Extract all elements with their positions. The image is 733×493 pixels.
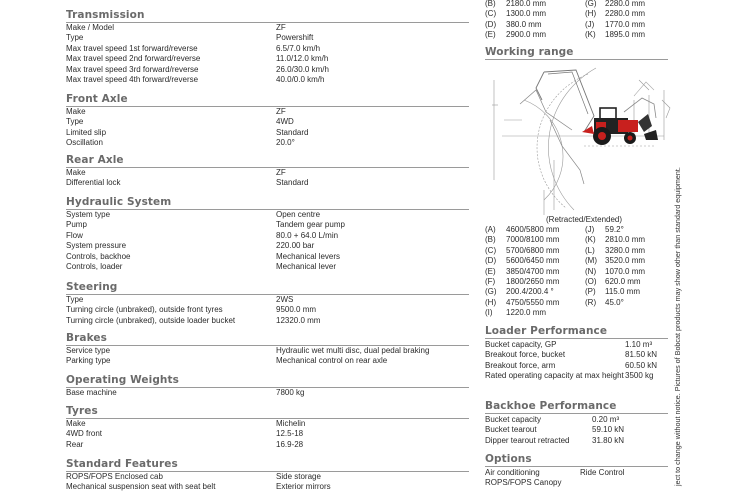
spec-value: 4WD: [276, 117, 294, 127]
spec-row: [66, 23, 469, 33]
dimension-key: (C): [485, 245, 497, 255]
spec-row: [66, 419, 469, 429]
dimension-value: 4600/5800 mm: [506, 225, 560, 234]
spec-label: ROPS/FOPS Enclosed cab: [66, 472, 163, 481]
dimension-value: 1300.0 mm: [506, 9, 547, 19]
options-rule: [485, 466, 668, 467]
dimension-value: 2180.0 mm: [506, 0, 547, 8]
dimension-value: 1070.0 mm: [605, 266, 646, 276]
dimension-value: 380.0 mm: [506, 19, 542, 29]
spec-row: [66, 252, 469, 262]
spec-label: Max travel speed 1st forward/reverse: [66, 43, 198, 53]
spec-label: Mechanical suspension seat with seat belt: [66, 482, 216, 492]
dimension-value: 45.0°: [605, 297, 624, 307]
spec-value: Exterior mirrors: [276, 482, 331, 492]
spec-row: [66, 356, 469, 366]
dimension-key: (R): [585, 297, 597, 307]
dimension-key: (B): [485, 235, 496, 245]
section-title: Transmission: [66, 9, 145, 21]
backhoe-label: Bucket tearout: [485, 425, 537, 435]
dimension-value: 200.4/200.4 °: [506, 287, 554, 297]
spec-value: 26.0/30.0 km/h: [276, 64, 329, 74]
spec-label: System type: [66, 210, 111, 219]
dimension-key: (E): [485, 266, 496, 276]
spec-label: Oscillation: [66, 138, 103, 148]
dimension-key: (G): [485, 287, 497, 297]
dimension-key: (J): [585, 19, 595, 29]
spec-row: [66, 210, 469, 220]
loader-value: 60.50 kN: [625, 360, 658, 370]
spec-label: Parking type: [66, 356, 111, 366]
section-title: Brakes: [66, 332, 107, 344]
loader-value: 1.10 m³: [625, 340, 653, 349]
spec-row: [66, 54, 469, 64]
dimension-value: 1770.0 mm: [605, 19, 646, 29]
spec-label: Make: [66, 419, 86, 428]
dimension-value: 7000/8100 mm: [506, 235, 560, 245]
dimension-key: (P): [585, 287, 596, 297]
backhoe-value: 0.20 m³: [592, 415, 620, 424]
loader-label: Rated operating capacity at max height: [485, 371, 624, 381]
spec-value: Open centre: [276, 210, 321, 219]
options-label: ROPS/FOPS Canopy: [485, 478, 562, 488]
spec-label: Rear: [66, 439, 84, 449]
backhoe-rule: [485, 413, 668, 414]
dimension-key: (M): [585, 256, 597, 266]
spec-row: [66, 388, 469, 398]
spec-value: ZF: [276, 168, 286, 177]
section-title: Operating Weights: [66, 374, 179, 386]
dimension-key: (K): [585, 235, 596, 245]
spec-label: Type: [66, 295, 84, 304]
spec-value: Mechanical levers: [276, 251, 341, 261]
dimension-key: (N): [585, 266, 597, 276]
spec-value: ZF: [276, 107, 286, 116]
working-range-title: Working range: [485, 46, 574, 58]
spec-row: [66, 75, 469, 85]
dimension-key: (E): [485, 30, 496, 40]
spec-value: 7800 kg: [276, 388, 305, 397]
backhoe-value: 59.10 kN: [592, 425, 625, 435]
spec-row: [66, 305, 469, 315]
backhoe-label: Bucket capacity: [485, 415, 542, 424]
spec-row: [66, 107, 469, 117]
dimension-key: (K): [585, 30, 596, 40]
spec-row: [66, 295, 469, 305]
dimension-value: 5600/6450 mm: [506, 256, 560, 266]
dimension-key: (A): [485, 225, 496, 234]
spec-row: [66, 128, 469, 138]
dimension-value: 2280.0 mm: [605, 9, 646, 19]
spec-row: [66, 346, 469, 356]
dimension-key: (I): [485, 308, 493, 318]
section-title: Standard Features: [66, 458, 178, 470]
dimension-key: (H): [485, 297, 497, 307]
spec-row: [66, 440, 469, 450]
dimension-value: 5700/6800 mm: [506, 245, 560, 255]
spec-row: [66, 231, 469, 241]
backhoe-title: Backhoe Performance: [485, 400, 617, 412]
spec-row: [66, 33, 469, 43]
backhoe-label: Dipper tearout retracted: [485, 435, 570, 445]
dimension-value: 620.0 mm: [605, 277, 641, 286]
spec-value: Michelin: [276, 419, 306, 428]
spec-label: Type: [66, 33, 84, 43]
working-range-caption: (Retracted/Extended): [546, 215, 623, 224]
dimension-value: 2280.0 mm: [605, 0, 646, 8]
section-title: Hydraulic System: [66, 196, 172, 208]
dimension-value: 1220.0 mm: [506, 308, 547, 318]
dimension-key: (G): [585, 0, 597, 8]
backhoe-value: 31.80 kN: [592, 435, 625, 445]
spec-label: Flow: [66, 230, 83, 240]
dimension-key: (C): [485, 9, 497, 19]
working-range-diagram: [484, 60, 674, 220]
spec-label: Service type: [66, 346, 111, 355]
dimension-key: (H): [585, 9, 597, 19]
spec-row: [66, 138, 469, 148]
loader-title: Loader Performance: [485, 325, 608, 337]
dimension-value: 115.0 mm: [605, 287, 640, 297]
spec-row: [66, 168, 469, 178]
dimension-value: 59.2°: [605, 225, 624, 234]
spec-label: Type: [66, 117, 84, 127]
spec-row: [66, 44, 469, 54]
spec-value: Standard: [276, 178, 309, 188]
spec-label: System pressure: [66, 241, 127, 251]
dimension-value: 3280.0 mm: [605, 245, 646, 255]
spec-label: Base machine: [66, 388, 117, 397]
dimension-value: 2810.0 mm: [605, 235, 646, 245]
spec-label: Limited slip: [66, 127, 107, 137]
spec-label: Controls, backhoe: [66, 251, 131, 261]
spec-value: 6.5/7.0 km/h: [276, 43, 321, 53]
spec-value: 12320.0 mm: [276, 315, 321, 325]
spec-label: Make / Model: [66, 23, 115, 32]
dimension-key: (L): [585, 245, 595, 255]
options-title: Options: [485, 453, 532, 465]
dimension-value: 4750/5550 mm: [506, 297, 560, 307]
spec-label: Max travel speed 2nd forward/reverse: [66, 54, 201, 64]
loader-label: Breakout force, arm: [485, 360, 556, 370]
spec-value: 220.00 bar: [276, 241, 315, 251]
section-title: Steering: [66, 281, 118, 293]
section-title: Front Axle: [66, 93, 128, 105]
spec-label: Controls, loader: [66, 262, 123, 271]
spec-value: 16.9-28: [276, 439, 304, 449]
spec-value: ZF: [276, 23, 286, 32]
loader-rule: [485, 338, 668, 339]
loader-label: Breakout force, bucket: [485, 350, 566, 360]
side-note: ject to change without notice. Pictures of Bobcat products may show other than standard equipment.: [673, 167, 682, 486]
spec-row: [66, 429, 469, 439]
dimension-value: 2900.0 mm: [506, 30, 547, 40]
spec-value: Mechanical lever: [276, 262, 337, 271]
spec-row: [66, 316, 469, 326]
dimension-key: (F): [485, 277, 496, 286]
spec-label: Make: [66, 168, 86, 177]
dimension-value: 3520.0 mm: [605, 256, 646, 266]
spec-label: Max travel speed 4th forward/reverse: [66, 75, 199, 84]
spec-value: 40.0/0.0 km/h: [276, 75, 325, 84]
spec-value: 20.0°: [276, 138, 295, 148]
dimension-key: (B): [485, 0, 496, 8]
spec-value: 80.0 + 64.0 L/min: [276, 230, 339, 240]
options-label: Air conditioning: [485, 468, 540, 477]
section-title: Tyres: [66, 405, 98, 417]
spec-row: [66, 220, 469, 230]
dimension-value: 3850/4700 mm: [506, 266, 560, 276]
spec-value: 12.5-18: [276, 429, 304, 439]
options-value: Ride Control: [580, 468, 625, 477]
spec-row: [66, 65, 469, 75]
dimension-value: 1800/2650 mm: [506, 277, 560, 286]
spec-label: Differential lock: [66, 178, 121, 188]
spec-row: [66, 262, 469, 272]
spec-value: Hydraulic wet multi disc, dual pedal braking: [276, 346, 430, 355]
spec-row: [66, 472, 469, 482]
spec-value: 2WS: [276, 295, 294, 304]
spec-label: Turning circle (unbraked), outside front tyres: [66, 305, 223, 315]
spec-value: Powershift: [276, 33, 314, 43]
spec-value: 11.0/12.0 km/h: [276, 54, 329, 64]
loader-label: Bucket capacity, GP: [485, 340, 557, 349]
section-title: Rear Axle: [66, 154, 124, 166]
spec-value: Standard: [276, 127, 309, 137]
spec-value: 9500.0 mm: [276, 305, 317, 315]
dimension-key: (O): [585, 277, 597, 286]
spec-value: Tandem gear pump: [276, 220, 345, 230]
spec-row: [66, 117, 469, 127]
spec-row: [66, 178, 469, 188]
spec-value: Mechanical control on rear axle: [276, 356, 388, 366]
spec-label: Turning circle (unbraked), outside loader bucket: [66, 315, 236, 325]
loader-value: 3500 kg: [625, 371, 654, 381]
dimension-value: 1895.0 mm: [605, 30, 646, 40]
spec-label: Make: [66, 107, 86, 116]
dimension-key: (J): [585, 225, 595, 234]
dimension-key: (D): [485, 256, 497, 266]
spec-value: Side storage: [276, 472, 321, 481]
spec-row: [66, 241, 469, 251]
dimension-key: (D): [485, 19, 497, 29]
spec-label: Pump: [66, 220, 87, 230]
spec-label: 4WD front: [66, 429, 103, 439]
spec-label: Max travel speed 3rd forward/reverse: [66, 64, 199, 74]
loader-value: 81.50 kN: [625, 350, 658, 360]
